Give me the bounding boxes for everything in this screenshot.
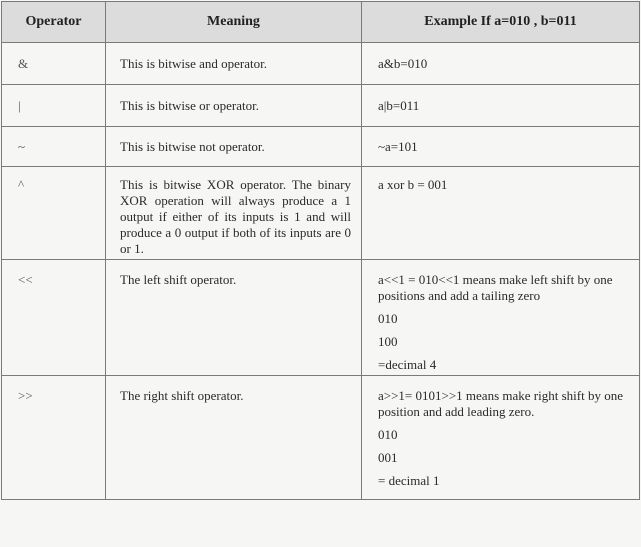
example-line: a<<1 = 010<<1 means make left shift by one positions and add a tailing zero — [378, 272, 613, 303]
bitwise-operators-table — [1, 1, 640, 500]
example-line: a>>1= 0101>>1 means make right shift by one position and add leading zero. — [378, 388, 623, 419]
operator-symbol: << — [18, 272, 33, 287]
operator-cell — [2, 43, 106, 85]
meaning-text: This is bitwise or operator. — [120, 97, 260, 113]
table-row — [2, 376, 640, 500]
table-row — [2, 167, 640, 260]
operator-cell — [2, 167, 106, 260]
example-line: a&b=010 — [378, 55, 428, 71]
operator-cell — [2, 376, 106, 500]
table-row — [2, 260, 640, 376]
example-line: =decimal 4 — [378, 357, 437, 372]
example-cell — [362, 127, 640, 167]
table-row — [2, 127, 640, 167]
example-cell — [362, 260, 640, 376]
meaning-cell — [106, 376, 362, 500]
operator-cell — [2, 85, 106, 127]
example-line: 010 — [378, 311, 398, 326]
table-row — [2, 85, 640, 127]
header-row — [2, 2, 640, 43]
example-cell — [362, 43, 640, 85]
operator-cell — [2, 127, 106, 167]
operator-cell — [2, 260, 106, 376]
meaning-cell — [106, 260, 362, 376]
example-cell — [362, 85, 640, 127]
meaning-text: This is bitwise not operator. — [120, 138, 265, 154]
operator-symbol: ~ — [18, 138, 26, 154]
example-line: 100 — [378, 334, 398, 349]
table-row — [2, 43, 640, 85]
example-line: a xor b = 001 — [378, 177, 448, 192]
meaning-cell — [106, 167, 362, 260]
meaning-text: The left shift operator. — [120, 272, 237, 287]
meaning-cell — [106, 85, 362, 127]
operator-symbol: & — [18, 55, 29, 71]
example-cell — [362, 167, 640, 260]
meaning-cell — [106, 43, 362, 85]
meaning-text: This is bitwise XOR operator. The binary XOR operation will always produce a 1 output if either of its inputs is 1 and will produce a 0 output if both of its inputs are 0 or 1. — [120, 177, 351, 256]
example-line: 001 — [378, 450, 398, 465]
example-line: ~a=101 — [378, 138, 418, 154]
example-line: a|b=011 — [378, 97, 420, 113]
header-meaning: Meaning — [106, 2, 362, 43]
operator-symbol: | — [18, 97, 21, 113]
example-line: 010 — [378, 427, 398, 442]
operator-symbol: ^ — [18, 177, 25, 192]
operator-symbol: >> — [18, 388, 33, 403]
header-operator: Operator — [2, 2, 106, 43]
example-line: = decimal 1 — [378, 473, 440, 488]
meaning-text: The right shift operator. — [120, 388, 244, 403]
meaning-text: This is bitwise and operator. — [120, 55, 267, 71]
example-cell — [362, 376, 640, 500]
header-example: Example If a=010 , b=011 — [362, 2, 640, 43]
meaning-cell — [106, 127, 362, 167]
